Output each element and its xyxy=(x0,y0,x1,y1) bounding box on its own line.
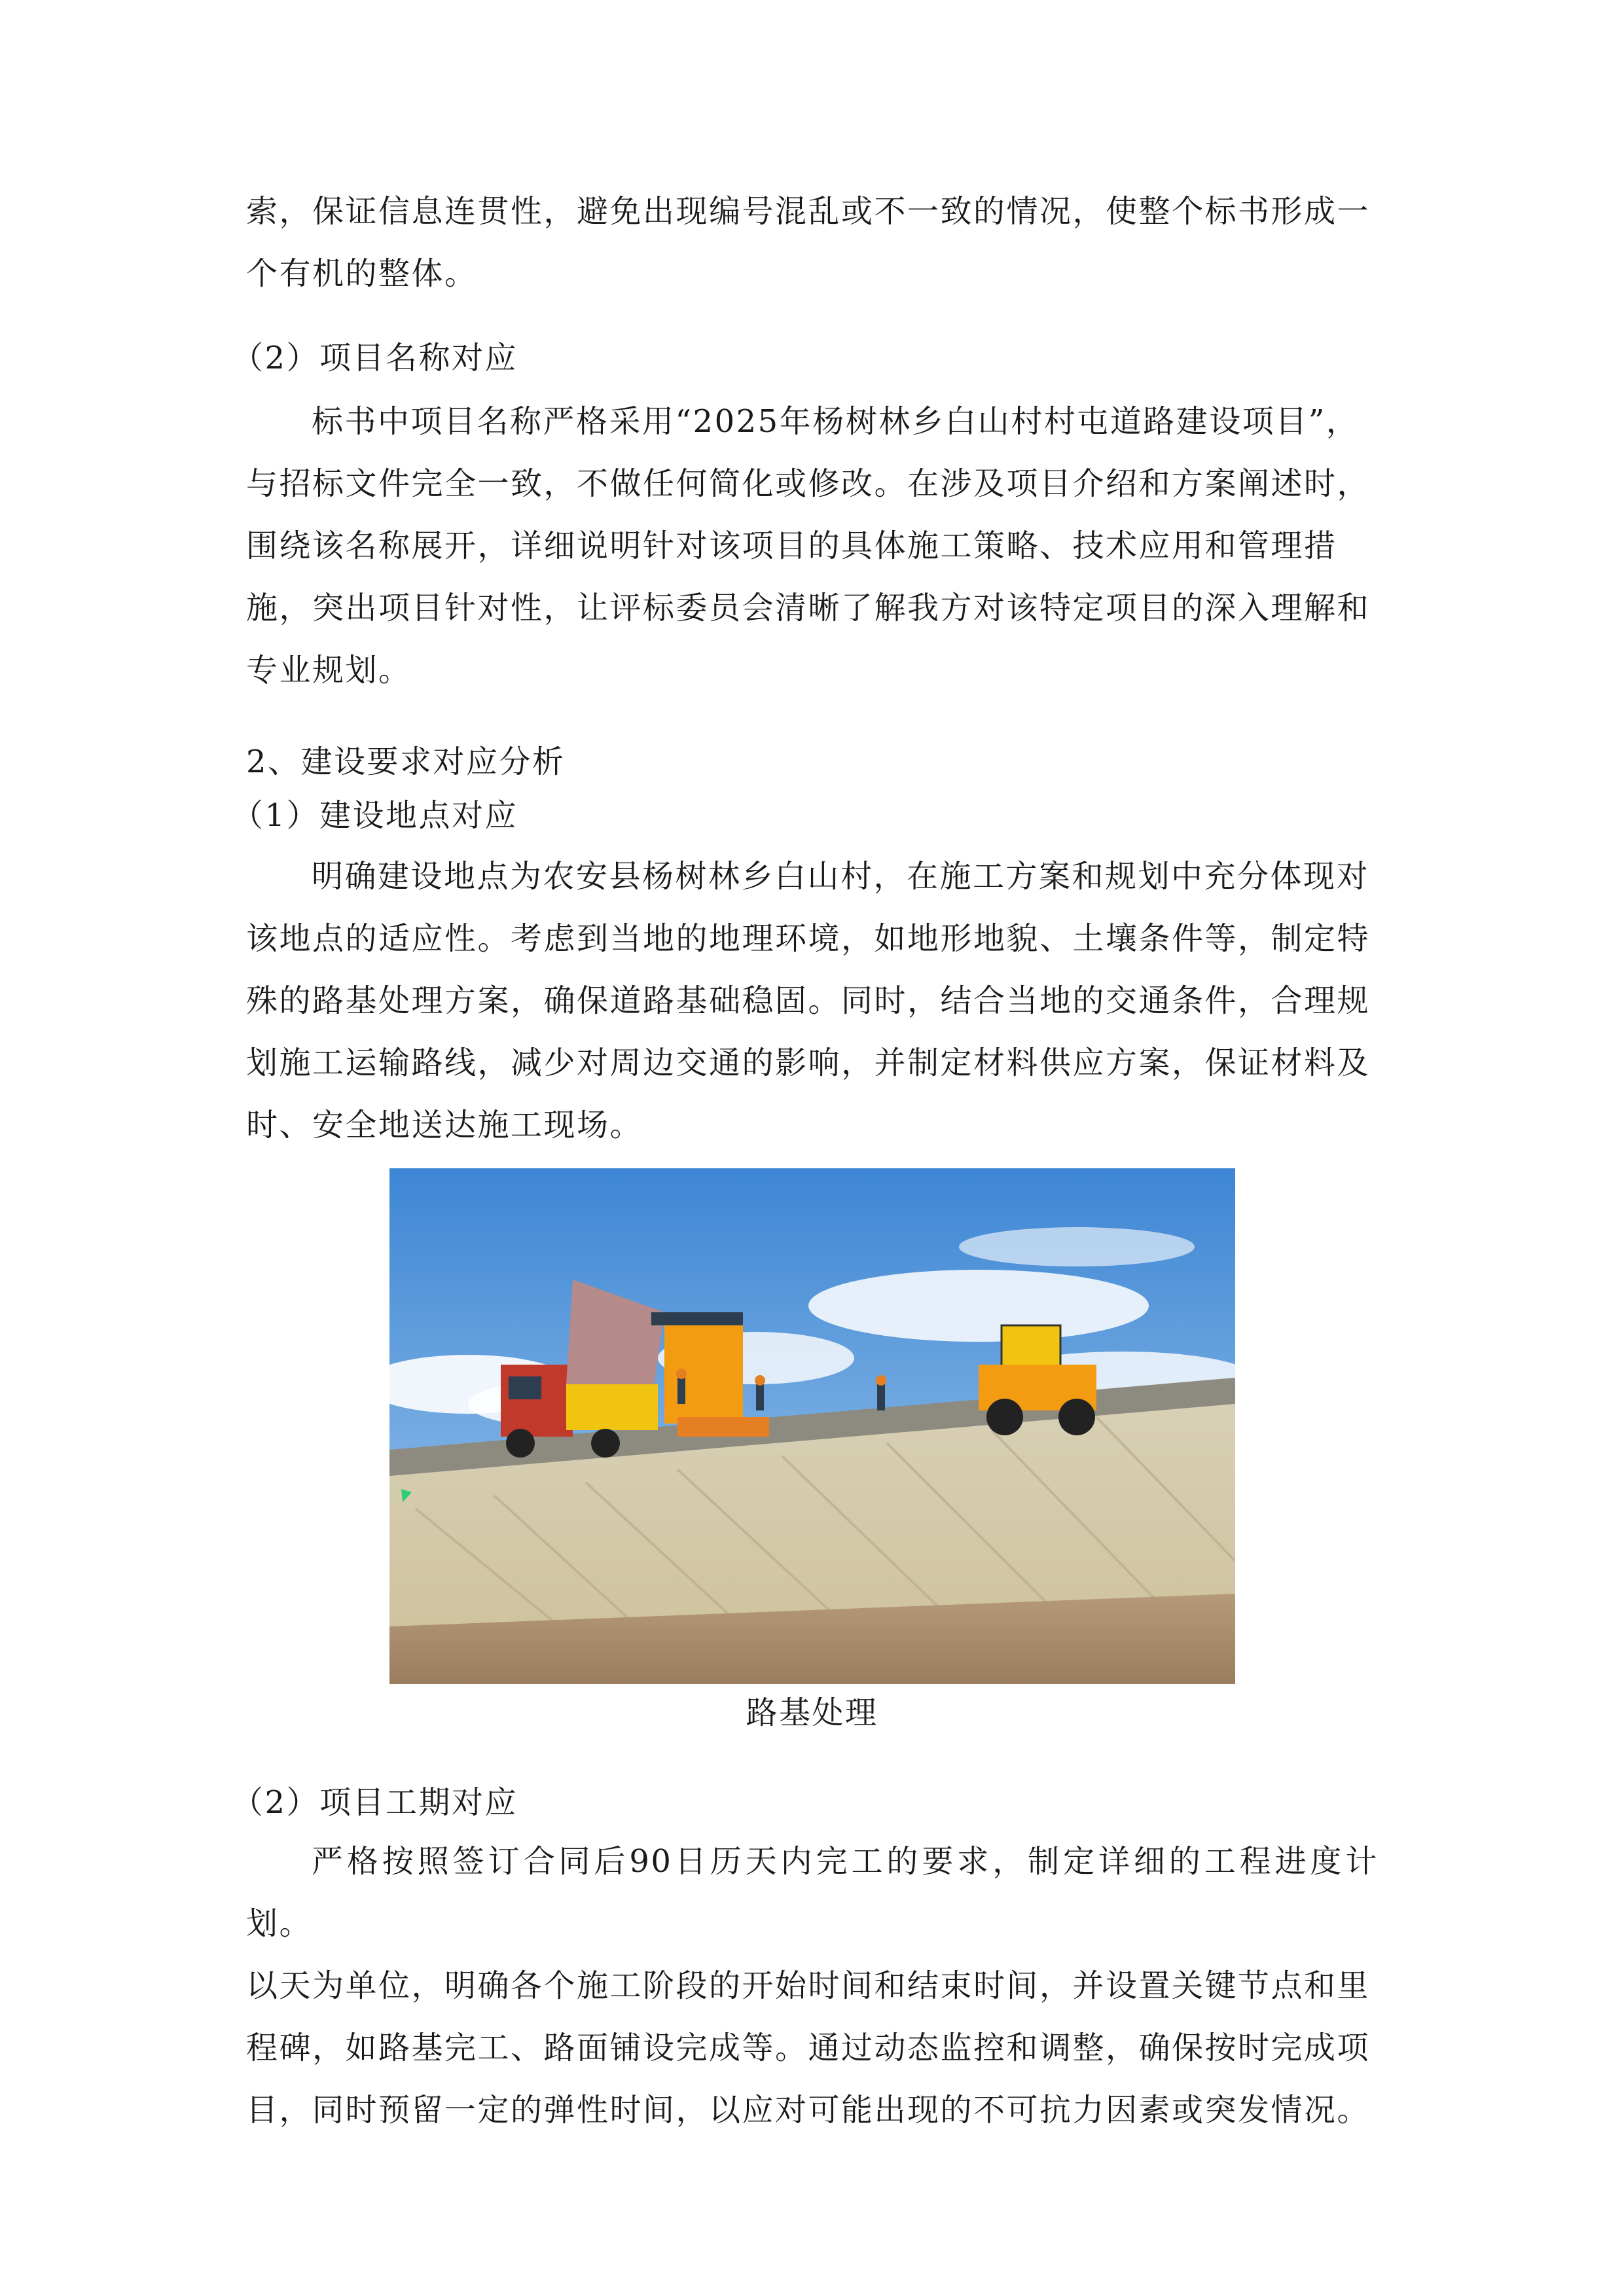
paragraph-project-name xyxy=(246,391,1379,702)
text-line: 该地点的适应性。考虑到当地的地理环境，如地形地貌、土壤条件等，制定特 xyxy=(246,920,1371,957)
text-line: 围绕该名称展开，详细说明针对该项目的具体施工策略、技术应用和管理措 xyxy=(246,528,1337,564)
heading-project-name xyxy=(232,327,1379,389)
text-line: 施，突出项目针对性，让评标委员会清晰了解我方对该特定项目的深入理解和 xyxy=(246,590,1371,626)
text-line: 以天为单位，明确各个施工阶段的开始时间和结束时间，并设置关键节点和里 xyxy=(246,1967,1371,2004)
roadbed-construction-illustration xyxy=(389,1168,1235,1684)
section-heading: 2、建设要求对应分析 xyxy=(246,744,566,780)
text-line: 专业规划。 xyxy=(246,652,412,689)
heading-site xyxy=(232,785,1379,847)
paragraph-period xyxy=(246,1831,1379,2142)
heading-period xyxy=(232,1772,1379,1834)
section-heading: （1）建设地点对应 xyxy=(232,797,518,834)
text-line: 目，同时预留一定的弹性时间，以应对可能出现的不可抗力因素或突发情况。 xyxy=(246,2092,1371,2128)
section-heading: （2）项目名称对应 xyxy=(232,340,518,376)
text-line: 明确建设地点为农安县杨树林乡白山村，在施工方案和规划中充分体现对 xyxy=(312,858,1370,895)
text-line: 索，保证信息连贯性，避免出现编号混乱或不一致的情况，使整个标书形成一 xyxy=(246,193,1371,230)
text-line: 个有机的整体。 xyxy=(246,255,478,292)
heading-section-2 xyxy=(246,731,1379,793)
paragraph-continuation xyxy=(246,181,1379,305)
text-line: 划施工运输路线，减少对周边交通的影响，并制定材料供应方案，保证材料及 xyxy=(246,1045,1371,1081)
text-line: 殊的路基处理方案，确保道路基础稳固。同时，结合当地的交通条件，合理规 xyxy=(246,982,1371,1019)
text-line: 时、安全地送达施工现场。 xyxy=(246,1107,643,1143)
text-line: 与招标文件完全一致，不做任何简化或修改。在涉及项目介绍和方案阐述时， xyxy=(246,465,1371,502)
roadbed-photo xyxy=(389,1168,1235,1684)
text-line: 程碑，如路基完工、路面铺设完成等。通过动态监控和调整，确保按时完成项 xyxy=(246,2030,1371,2066)
text-line: 标书中项目名称严格采用“2025年杨树林乡白山村村屯道路建设项目”， xyxy=(312,403,1360,440)
text-line: 严格按照签订合同后90日历天内完工的要求，制定详细的工程进度计划。 xyxy=(246,1843,1379,1942)
paragraph-site xyxy=(246,846,1379,1157)
section-heading: （2）项目工期对应 xyxy=(232,1784,518,1821)
figure-caption: 路基处理 xyxy=(746,1695,878,1731)
